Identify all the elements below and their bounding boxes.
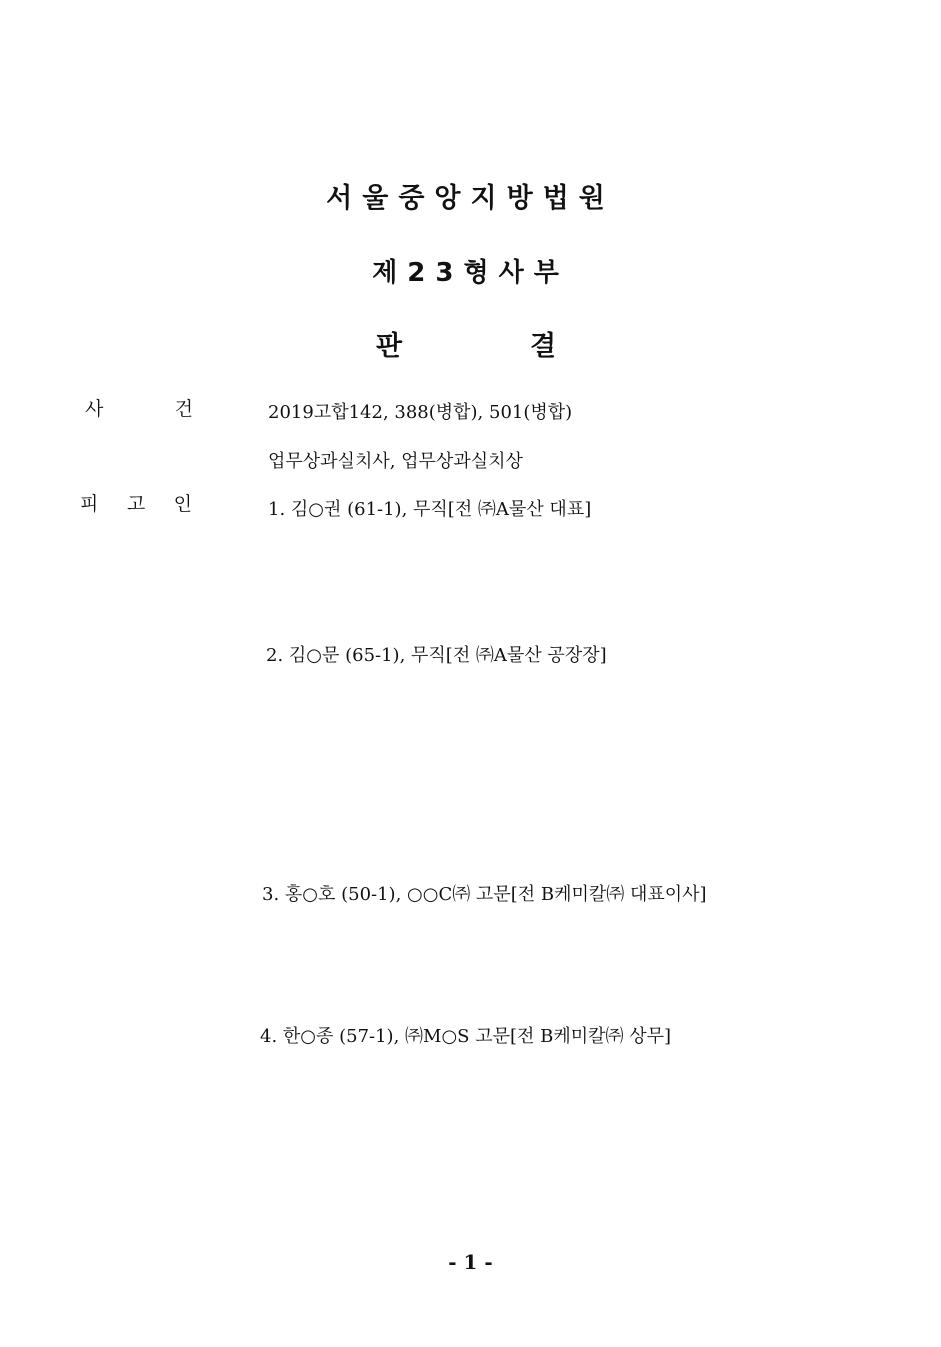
document-title-left: 판 (376, 331, 403, 362)
defendants-label-char: 인 (173, 493, 192, 515)
defendants-label-char: 고 (126, 493, 146, 515)
document-title-right: 결 (530, 331, 557, 362)
defendant-item: 2. 김○문 (65-1), 무직[전 ㈜A물산 공장장] (266, 645, 607, 666)
court-name: 서울중앙지방법원 (326, 183, 615, 214)
case-label-char: 건 (174, 398, 193, 420)
division-name: 제23형사부 (372, 258, 569, 288)
page-number: - 1 - (448, 1250, 493, 1274)
case-label-char: 사 (85, 398, 104, 420)
defendants-label-char: 피 (80, 493, 99, 515)
case-label (85, 394, 193, 421)
defendant-item: 4. 한○종 (57-1), ㈜M○S 고문[전 B케미칼㈜ 상무] (260, 1026, 672, 1047)
defendant-item: 3. 홍○호 (50-1), ○○C㈜ 고문[전 B케미칼㈜ 대표이사] (262, 884, 707, 905)
case-number: 2019고합142, 388(병합), 501(병합) (268, 402, 573, 423)
defendants-label (80, 489, 192, 516)
defendant-item: 1. 김○권 (61-1), 무직[전 ㈜A물산 대표] (268, 499, 592, 520)
case-name: 업무상과실치사, 업무상과실치상 (268, 451, 523, 472)
